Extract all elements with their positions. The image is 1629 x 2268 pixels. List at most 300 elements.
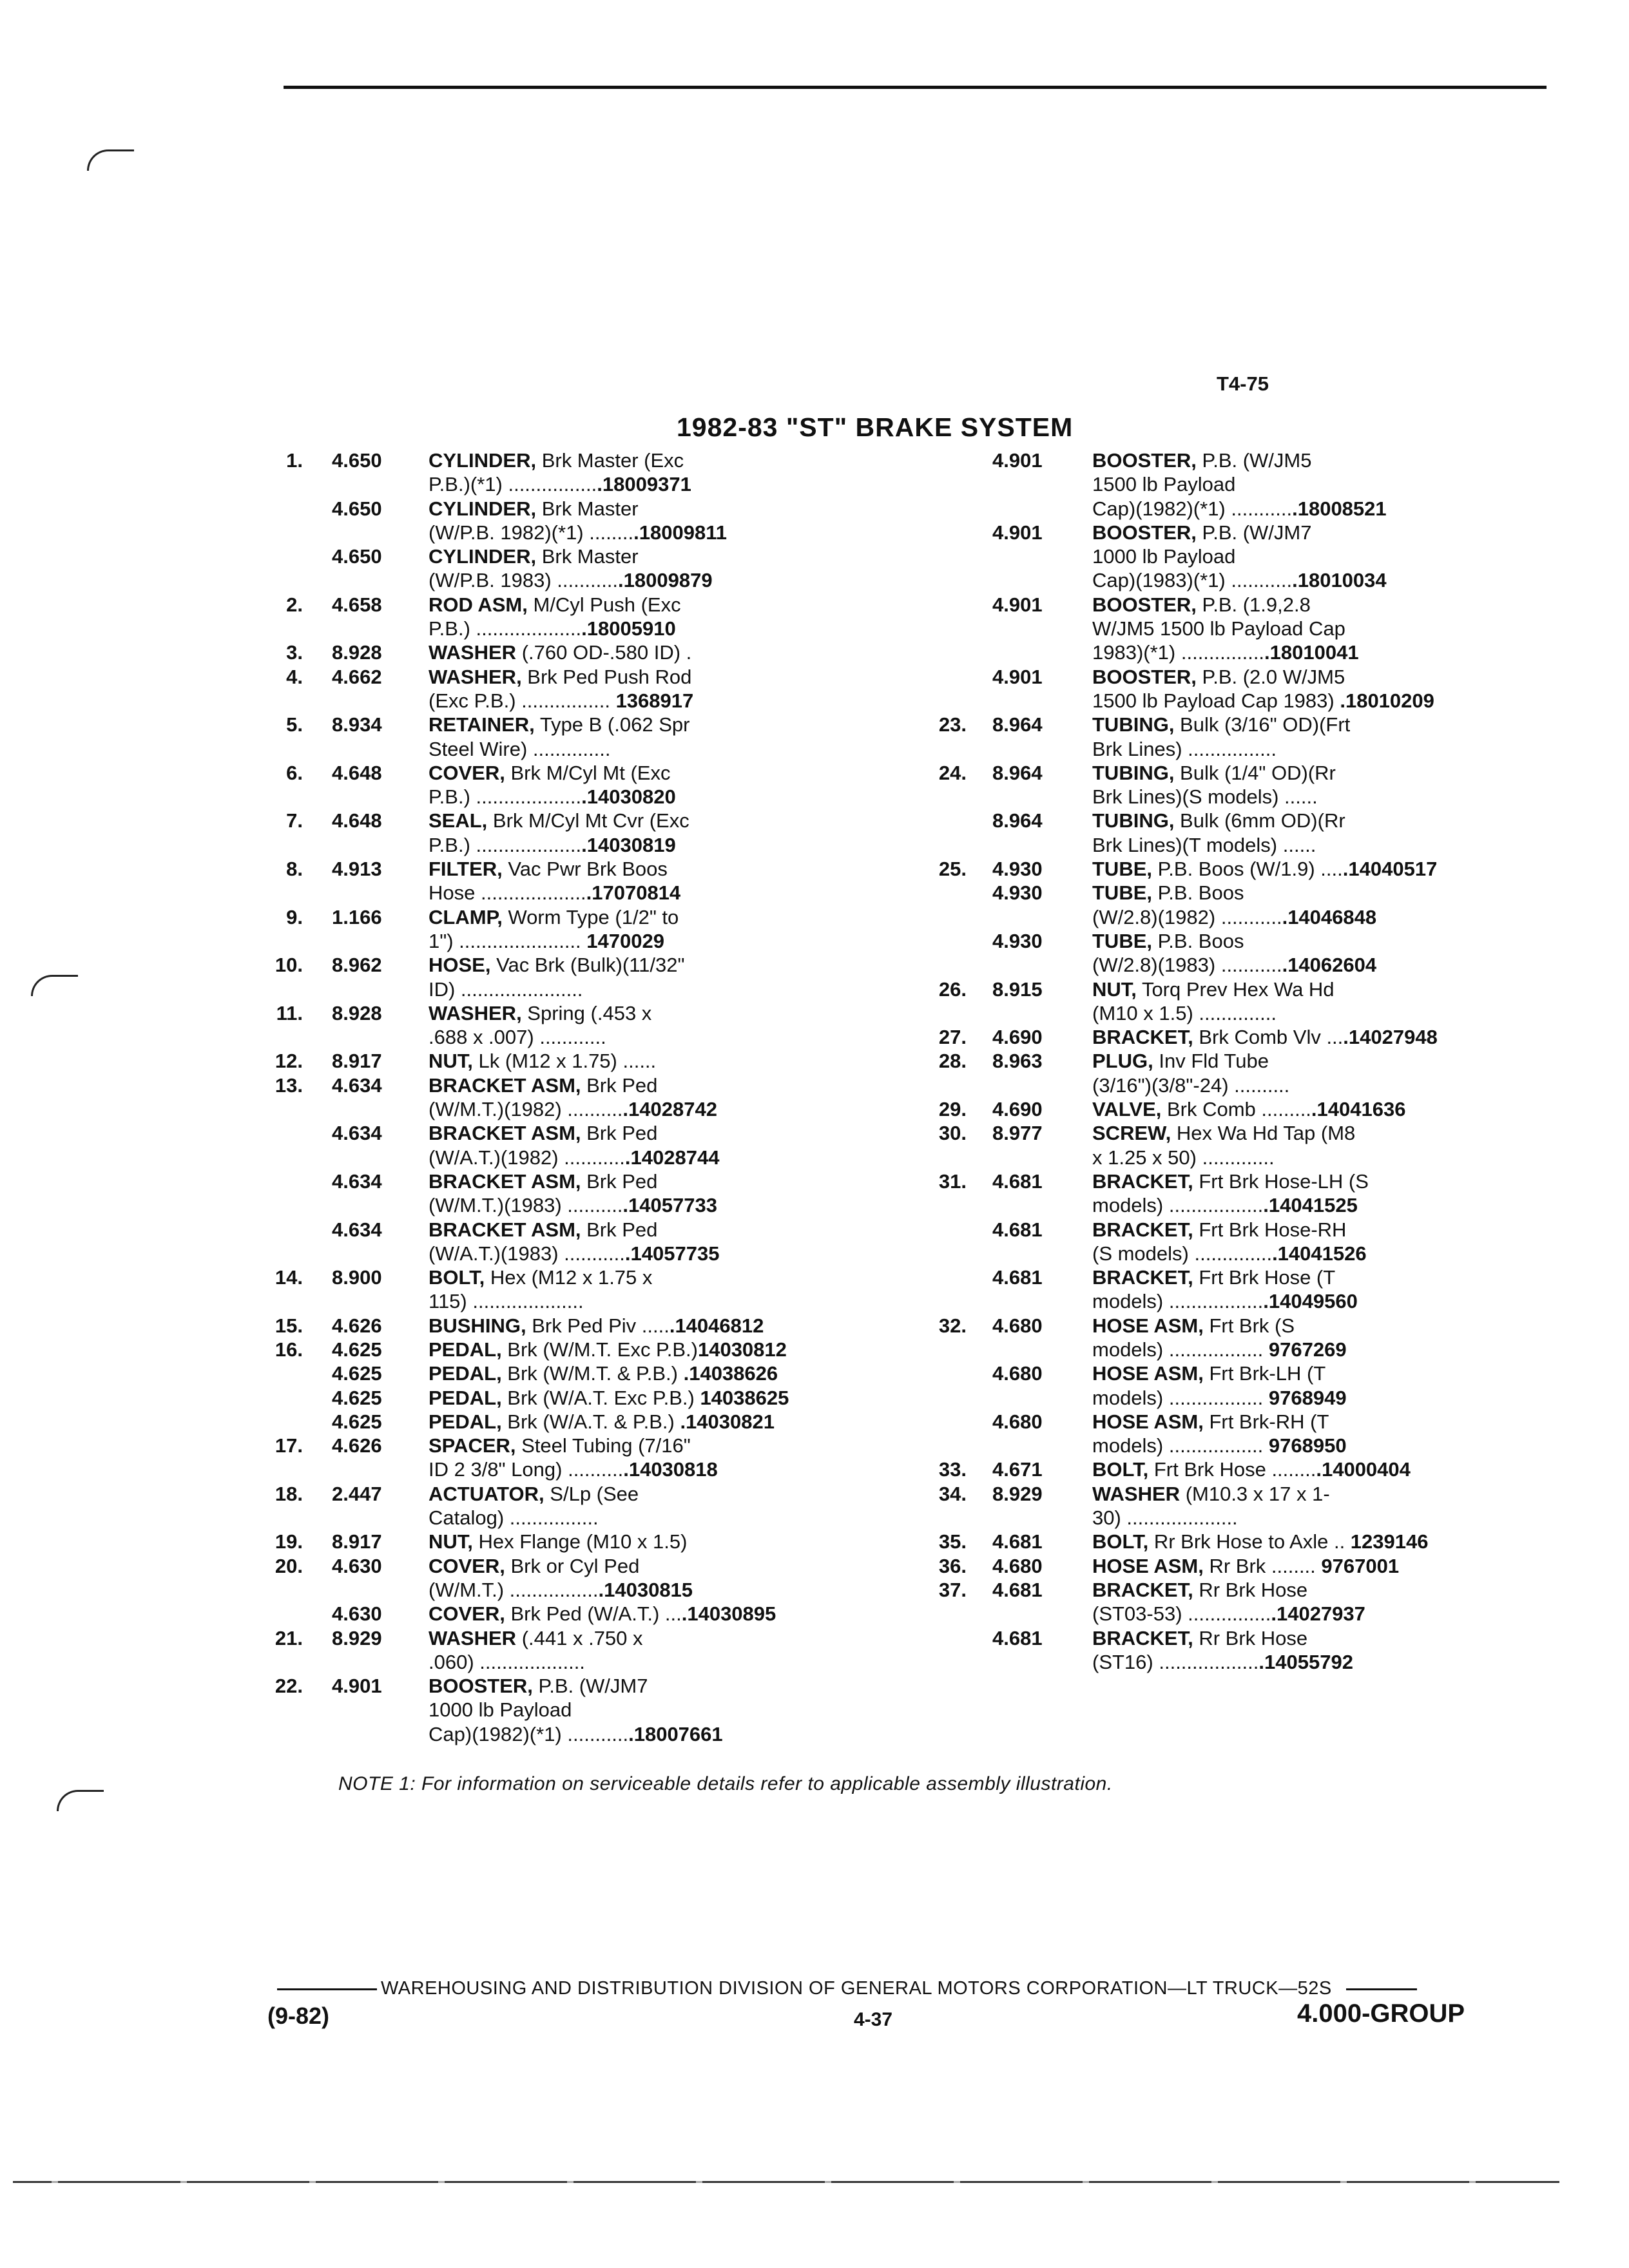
part-detail: S/Lp (See Catalog) ................ (429, 1482, 639, 1530)
part-detail: P.B. (2.0 W/JM5 1500 lb Payload Cap 1983) (1092, 665, 1345, 712)
part-name: BOOSTER, (429, 1675, 533, 1698)
item-description (1092, 1314, 1547, 1362)
parts-list-item (264, 761, 941, 809)
part-name: BRACKET ASM, (429, 1073, 581, 1097)
part-detail: Frt Brk Hose (T models) ................. (1092, 1266, 1336, 1313)
item-description (429, 857, 941, 905)
part-number: 1239146 (1350, 1530, 1429, 1553)
part-detail: Rr Brk Hose to Axle .. (1148, 1530, 1351, 1553)
group-number: 4.681 (992, 1218, 1043, 1241)
group-number: 4.630 (332, 1554, 382, 1577)
part-name: PLUG, (1092, 1050, 1153, 1073)
group-number: 4.690 (992, 1098, 1043, 1121)
part-name: PEDAL, (429, 1410, 502, 1433)
item-number: 14. (275, 1266, 303, 1289)
item-number: 24. (938, 761, 967, 784)
part-name: CYLINDER, (429, 449, 537, 472)
part-detail: Frt Brk-RH (T models) ................. (1092, 1410, 1329, 1457)
part-number: .18010209 (1340, 689, 1434, 712)
parts-list-item (264, 1386, 941, 1410)
item-description (429, 1218, 941, 1266)
part-detail: P.B. Boos (W/2.8)(1983) ........... (1092, 929, 1282, 977)
part-number: .14040517 (1342, 858, 1438, 881)
parts-list-item (264, 1410, 941, 1434)
part-number: .14030820 (581, 785, 676, 809)
item-description (1092, 1025, 1547, 1049)
part-name: BOLT, (1092, 1530, 1149, 1553)
item-number: 15. (275, 1314, 303, 1337)
item-number: 37. (938, 1578, 967, 1601)
parts-list-item (928, 1554, 1547, 1578)
part-number: .14038626 (683, 1362, 778, 1385)
part-detail: Brk Ped (W/M.T.)(1983) .......... (429, 1169, 658, 1217)
parts-list-item (264, 1674, 941, 1746)
item-description (1092, 857, 1547, 881)
part-name: HOSE ASM, (1092, 1362, 1204, 1385)
part-name: TUBING, (1092, 713, 1175, 736)
group-number: 4.681 (992, 1266, 1043, 1289)
item-number: 9. (286, 905, 303, 928)
item-description (429, 809, 941, 857)
group-number: 4.901 (332, 1675, 382, 1698)
part-number: .14028744 (624, 1146, 720, 1169)
part-name: CLAMP, (429, 905, 503, 928)
part-detail: Hex Flange (M10 x 1.5) (472, 1530, 688, 1553)
item-number: 21. (275, 1626, 303, 1649)
item-description (1092, 1049, 1547, 1097)
part-name: BRACKET ASM, (429, 1169, 581, 1193)
part-detail: Bulk (3/16" OD)(Frt Brk Lines) ................ (1092, 713, 1351, 760)
group-number: 8.928 (332, 641, 382, 664)
part-name: BRACKET ASM, (429, 1122, 581, 1145)
item-description (429, 1674, 941, 1746)
bottom-rule (13, 2181, 1559, 2183)
item-number: 18. (275, 1482, 303, 1505)
parts-list-item (264, 1361, 941, 1385)
parts-list-item (928, 1314, 1547, 1362)
part-detail: (.760 OD-.580 ID) . (516, 641, 692, 664)
parts-list-item (928, 1049, 1547, 1097)
part-name: COVER, (429, 761, 505, 784)
parts-list-item (264, 809, 941, 857)
group-number: 8.929 (332, 1626, 382, 1649)
group-number: 4.680 (992, 1410, 1043, 1433)
parts-list-item (264, 593, 941, 641)
item-number: 17. (275, 1434, 303, 1457)
part-number: .14030821 (680, 1410, 775, 1433)
part-number: .14041636 (1311, 1098, 1406, 1121)
parts-list-item (928, 1457, 1547, 1481)
part-detail: Hex Wa Hd Tap (M8 x 1.25 x 50) ............. (1092, 1122, 1356, 1169)
part-name: NUT, (429, 1050, 473, 1073)
item-number: 28. (938, 1050, 967, 1073)
part-name: BOLT, (429, 1266, 485, 1289)
item-number: 6. (286, 761, 303, 784)
part-detail: Brk Ped (W/A.T.)(1983) ........... (429, 1218, 658, 1265)
group-number: 8.964 (992, 713, 1043, 736)
part-detail: Rr Brk Hose (ST16) .................. (1092, 1626, 1308, 1673)
group-number: 4.901 (992, 521, 1043, 544)
part-name: CYLINDER, (429, 497, 537, 520)
part-detail: M/Cyl Push (Exc P.B.) ................... (429, 593, 681, 640)
parts-list-item (264, 665, 941, 713)
parts-list-item (928, 1097, 1547, 1121)
parts-list-item (264, 1001, 941, 1050)
item-description (429, 544, 941, 593)
group-number: 4.901 (992, 665, 1043, 688)
item-number: 33. (938, 1458, 967, 1481)
part-name: BRACKET, (1092, 1578, 1193, 1601)
item-description (1092, 929, 1547, 977)
part-detail: Brk Comb Vlv ... (1193, 1026, 1344, 1049)
group-number: 4.662 (332, 665, 382, 688)
item-number: 12. (275, 1050, 303, 1073)
part-detail: Brk Master (W/P.B. 1982)(*1) ........ (429, 497, 639, 544)
group-number: 4.626 (332, 1314, 382, 1337)
group-number: 4.625 (332, 1410, 382, 1433)
item-description (429, 1410, 941, 1434)
part-detail: Rr Brk ........ (1203, 1554, 1322, 1577)
part-detail: Vac Brk (Bulk)(11/32" ID) ...................... (429, 954, 685, 1001)
part-number: .14027948 (1343, 1026, 1438, 1049)
part-number: .14028742 (622, 1098, 717, 1121)
item-description (1092, 1097, 1547, 1121)
item-number: 3. (286, 641, 303, 664)
item-description (429, 1121, 941, 1169)
part-number: .14027937 (1271, 1602, 1365, 1626)
item-description (429, 497, 941, 545)
group-number: 4.626 (332, 1434, 382, 1457)
part-detail: Steel Tubing (7/16" ID 2 3/8" Long) .......... (429, 1434, 691, 1481)
part-number: .14055792 (1258, 1650, 1353, 1673)
part-detail: Brk (W/A.T. Exc P.B.) (501, 1386, 700, 1409)
part-detail: (.441 x .750 x .060) ................... (429, 1626, 643, 1673)
parts-list-right-column (928, 448, 1547, 1674)
group-number: 4.634 (332, 1073, 382, 1097)
top-rule (284, 86, 1547, 89)
group-number: 4.690 (992, 1026, 1043, 1049)
part-number: 9768949 (1268, 1386, 1347, 1409)
part-name: PEDAL, (429, 1386, 502, 1409)
footer-division (277, 1978, 1417, 1999)
part-detail: Brk M/Cyl Mt Cvr (Exc P.B.) ................... (429, 809, 689, 856)
parts-list-item (264, 1530, 941, 1553)
part-detail: Frt Brk Hose ........ (1148, 1458, 1316, 1481)
part-detail: Brk Ped Push Rod (Exc P.B.) ................ (429, 665, 692, 712)
part-number: 1368917 (615, 689, 694, 712)
group-number: 8.917 (332, 1530, 382, 1553)
margin-mark (87, 149, 134, 171)
margin-mark (57, 1790, 104, 1811)
footer-rule-right (1346, 1988, 1417, 1990)
group-number: 4.634 (332, 1122, 382, 1145)
page-title: 1982-83 "ST" BRAKE SYSTEM (677, 412, 1074, 442)
part-name: TUBING, (1092, 809, 1175, 832)
part-detail: Brk Comb ......... (1161, 1098, 1311, 1121)
item-number: 19. (275, 1530, 303, 1553)
part-number: 14030812 (697, 1338, 787, 1361)
part-name: ACTUATOR, (429, 1482, 545, 1505)
parts-list-item (928, 977, 1547, 1026)
part-number: .14030815 (598, 1578, 693, 1601)
item-description (1092, 1457, 1547, 1481)
part-name: BRACKET, (1092, 1218, 1193, 1241)
item-description (1092, 665, 1547, 713)
item-description (1092, 1410, 1547, 1458)
part-detail: Brk Ped (W/M.T.)(1982) .......... (429, 1073, 658, 1121)
parts-list-left-column (264, 448, 941, 1746)
item-number: 29. (938, 1098, 967, 1121)
group-number: 4.680 (992, 1554, 1043, 1577)
item-number: 32. (938, 1314, 967, 1337)
note: NOTE 1: For information on serviceable details refer to applicable assembly illustration. (338, 1773, 1113, 1794)
parts-list-item (264, 953, 941, 1001)
part-number: .14041526 (1272, 1242, 1367, 1265)
group-number: 4.671 (992, 1458, 1043, 1481)
part-detail: Brk Ped Piv ..... (526, 1314, 670, 1337)
group-number: 8.900 (332, 1266, 382, 1289)
part-name: RETAINER, (429, 713, 535, 736)
group-number: 4.634 (332, 1218, 382, 1241)
part-name: BRACKET, (1092, 1169, 1193, 1193)
item-number: 4. (286, 665, 303, 688)
group-number: 8.962 (332, 954, 382, 977)
group-number: 8.934 (332, 713, 382, 736)
part-number: .18005910 (581, 617, 676, 640)
part-number: .18007661 (628, 1722, 723, 1745)
group-number: 4.658 (332, 593, 382, 616)
parts-list-item (264, 713, 941, 761)
group-number: 8.964 (992, 761, 1043, 784)
item-description (429, 1626, 941, 1675)
item-number: 31. (938, 1169, 967, 1193)
item-description (1092, 1361, 1547, 1410)
group-number: 4.630 (332, 1602, 382, 1626)
part-name: HOSE ASM, (1092, 1554, 1204, 1577)
parts-list-item (264, 1626, 941, 1675)
part-detail: Brk (W/A.T. & P.B.) (501, 1410, 680, 1433)
item-description (1092, 1482, 1547, 1530)
group-number: 8.964 (992, 809, 1043, 832)
item-description (1092, 1169, 1547, 1218)
part-name: TUBE, (1092, 929, 1152, 952)
group-number: 1.166 (332, 905, 382, 928)
item-description (429, 953, 941, 1001)
footer-group: 4.000-GROUP (1297, 1999, 1465, 2028)
part-name: BRACKET, (1092, 1626, 1193, 1649)
part-detail: Inv Fld Tube (3/16")(3/8"-24) .......... (1092, 1050, 1290, 1097)
part-detail: P.B. (1.9,2.8 W/JM5 1500 lb Payload Cap 1983)(*1) ............... (1092, 593, 1345, 664)
part-number: .18009371 (597, 473, 691, 496)
part-name: VALVE, (1092, 1098, 1162, 1121)
part-name: NUT, (429, 1530, 473, 1553)
part-number: .14062604 (1282, 954, 1377, 977)
part-number: 9767001 (1321, 1554, 1400, 1577)
part-detail: Lk (M12 x 1.75) ...... (472, 1050, 657, 1073)
group-number: 8.917 (332, 1050, 382, 1073)
part-name: BRACKET, (1092, 1266, 1193, 1289)
group-number: 4.650 (332, 545, 382, 568)
item-description (429, 593, 941, 641)
item-description (429, 1001, 941, 1050)
parts-list-item (264, 1169, 941, 1218)
group-number: 8.963 (992, 1050, 1043, 1073)
item-description (429, 448, 941, 497)
part-name: BRACKET ASM, (429, 1218, 581, 1241)
item-description (429, 640, 941, 664)
parts-list-item (264, 1314, 941, 1338)
part-name: WASHER (429, 641, 517, 664)
item-description (1092, 1218, 1547, 1266)
parts-list-item (928, 1265, 1547, 1314)
item-description (429, 1482, 941, 1530)
part-detail: P.B. (W/JM7 1000 lb Payload Cap)(1983)(*1) ........... (1092, 521, 1312, 592)
group-number: 4.634 (332, 1169, 382, 1193)
part-detail: Brk or Cyl Ped (W/M.T.) ................ (429, 1554, 640, 1601)
group-number: 4.650 (332, 497, 382, 520)
part-name: WASHER (1092, 1482, 1181, 1505)
group-number: 2.447 (332, 1482, 382, 1505)
part-number: .14041525 (1263, 1194, 1358, 1217)
part-number: .14000404 (1316, 1458, 1411, 1481)
parts-list-item (928, 593, 1547, 665)
group-number: 4.680 (992, 1314, 1043, 1337)
part-name: BRACKET, (1092, 1026, 1193, 1049)
part-detail: Frt Brk-LH (T models) ................. (1092, 1362, 1326, 1409)
item-number: 16. (275, 1338, 303, 1361)
item-description (1092, 809, 1547, 857)
item-description (1092, 1626, 1547, 1675)
footer-rule-left (277, 1988, 377, 1990)
part-detail: Type B (.062 Spr Steel Wire) .............. (429, 713, 690, 760)
part-name: WASHER, (429, 1001, 522, 1024)
item-number: 22. (275, 1675, 303, 1698)
parts-list-item (928, 1626, 1547, 1675)
item-description (429, 713, 941, 761)
group-number: 8.915 (992, 977, 1043, 1001)
group-number: 4.930 (992, 881, 1043, 905)
group-number: 4.901 (992, 449, 1043, 472)
part-name: PEDAL, (429, 1362, 502, 1385)
part-detail: Brk Master (Exc P.B.)(*1) ................ (429, 449, 684, 496)
parts-list-item (264, 1073, 941, 1122)
part-number: .14046812 (669, 1314, 764, 1337)
group-number: 4.625 (332, 1338, 382, 1361)
part-number: 9768950 (1268, 1434, 1347, 1457)
item-description (1092, 977, 1547, 1026)
item-number: 36. (938, 1554, 967, 1577)
part-detail: Rr Brk Hose (ST03-53) ............... (1092, 1578, 1308, 1626)
part-name: COVER, (429, 1602, 505, 1626)
item-description (429, 905, 941, 954)
part-detail: Brk Master (W/P.B. 1983) ........... (429, 545, 639, 592)
footer-division-text: WAREHOUSING AND DISTRIBUTION DIVISION OF GENERAL MOTORS CORPORATION—LT TRUCK—52S (381, 1978, 1332, 1999)
item-description (1092, 1530, 1547, 1553)
item-number: 25. (938, 858, 967, 881)
parts-list-item (928, 1361, 1547, 1410)
item-number: 34. (938, 1482, 967, 1505)
part-detail: Brk Ped (W/A.T.)(1982) ........... (429, 1122, 658, 1169)
margin-mark (31, 975, 78, 996)
item-description (1092, 1121, 1547, 1169)
group-number: 4.625 (332, 1386, 382, 1409)
part-number: .14046848 (1282, 905, 1377, 928)
parts-list-item (928, 929, 1547, 977)
footer-page-number: 4-37 (854, 2009, 893, 2030)
item-number: 8. (286, 858, 303, 881)
part-detail: Brk M/Cyl Mt (Exc P.B.) ................... (429, 761, 671, 809)
group-number: 4.650 (332, 449, 382, 472)
group-number: 4.648 (332, 761, 382, 784)
item-description (429, 1338, 941, 1361)
part-detail: Brk Ped (W/A.T.) ... (505, 1602, 682, 1626)
item-description (429, 1073, 941, 1122)
item-number: 27. (938, 1026, 967, 1049)
group-number: 4.913 (332, 858, 382, 881)
group-number: 4.930 (992, 858, 1043, 881)
part-name: ROD ASM, (429, 593, 528, 616)
item-number: 20. (275, 1554, 303, 1577)
part-detail: Brk (W/M.T. & P.B.) (501, 1362, 684, 1385)
parts-list-item (928, 1530, 1547, 1553)
parts-list-item (264, 448, 941, 497)
parts-list-item (928, 761, 1547, 809)
part-number: 14038625 (700, 1386, 789, 1409)
item-description (1092, 1578, 1547, 1626)
part-name: PEDAL, (429, 1338, 502, 1361)
item-description (429, 1169, 941, 1218)
part-number: .18008521 (1292, 497, 1387, 520)
parts-list-item (928, 1410, 1547, 1458)
parts-list-item (928, 1482, 1547, 1530)
parts-list-item (264, 1434, 941, 1482)
item-description (1092, 761, 1547, 809)
parts-list-item (928, 857, 1547, 881)
part-number: .14049560 (1263, 1290, 1358, 1313)
item-description (1092, 521, 1547, 593)
part-name: SCREW, (1092, 1122, 1171, 1145)
part-detail: P.B. (W/JM5 1500 lb Payload Cap)(1982)(*1) ........... (1092, 449, 1312, 520)
parts-list-item (928, 1169, 1547, 1218)
part-detail: P.B. Boos (W/1.9) .... (1152, 858, 1343, 881)
part-name: TUBE, (1092, 858, 1152, 881)
part-name: BOOSTER, (1092, 521, 1197, 544)
parts-list-item (264, 1121, 941, 1169)
item-description (429, 1314, 941, 1338)
parts-list-item (264, 1049, 941, 1073)
part-detail: P.B. Boos (W/2.8)(1982) ........... (1092, 881, 1282, 928)
part-name: HOSE ASM, (1092, 1410, 1204, 1433)
part-number: .18009811 (633, 521, 727, 544)
parts-list-item (928, 1121, 1547, 1169)
item-description (429, 1554, 941, 1602)
item-description (429, 1361, 941, 1385)
part-detail: Spring (.453 x .688 x .007) ............ (429, 1001, 652, 1049)
item-description (429, 665, 941, 713)
part-number: .18010041 (1264, 641, 1359, 664)
part-name: SEAL, (429, 809, 488, 832)
part-detail: P.B. (W/JM7 1000 lb Payload Cap)(1982)(*1) ........... (429, 1675, 648, 1745)
parts-list-item (928, 448, 1547, 521)
part-name: TUBE, (1092, 881, 1152, 905)
group-number: 4.930 (992, 929, 1043, 952)
parts-list-item (928, 713, 1547, 761)
part-number: .14057733 (622, 1194, 717, 1217)
part-name: WASHER (429, 1626, 517, 1649)
part-number: 9767269 (1268, 1338, 1347, 1361)
item-description (429, 1049, 941, 1073)
group-number: 4.901 (992, 593, 1043, 616)
